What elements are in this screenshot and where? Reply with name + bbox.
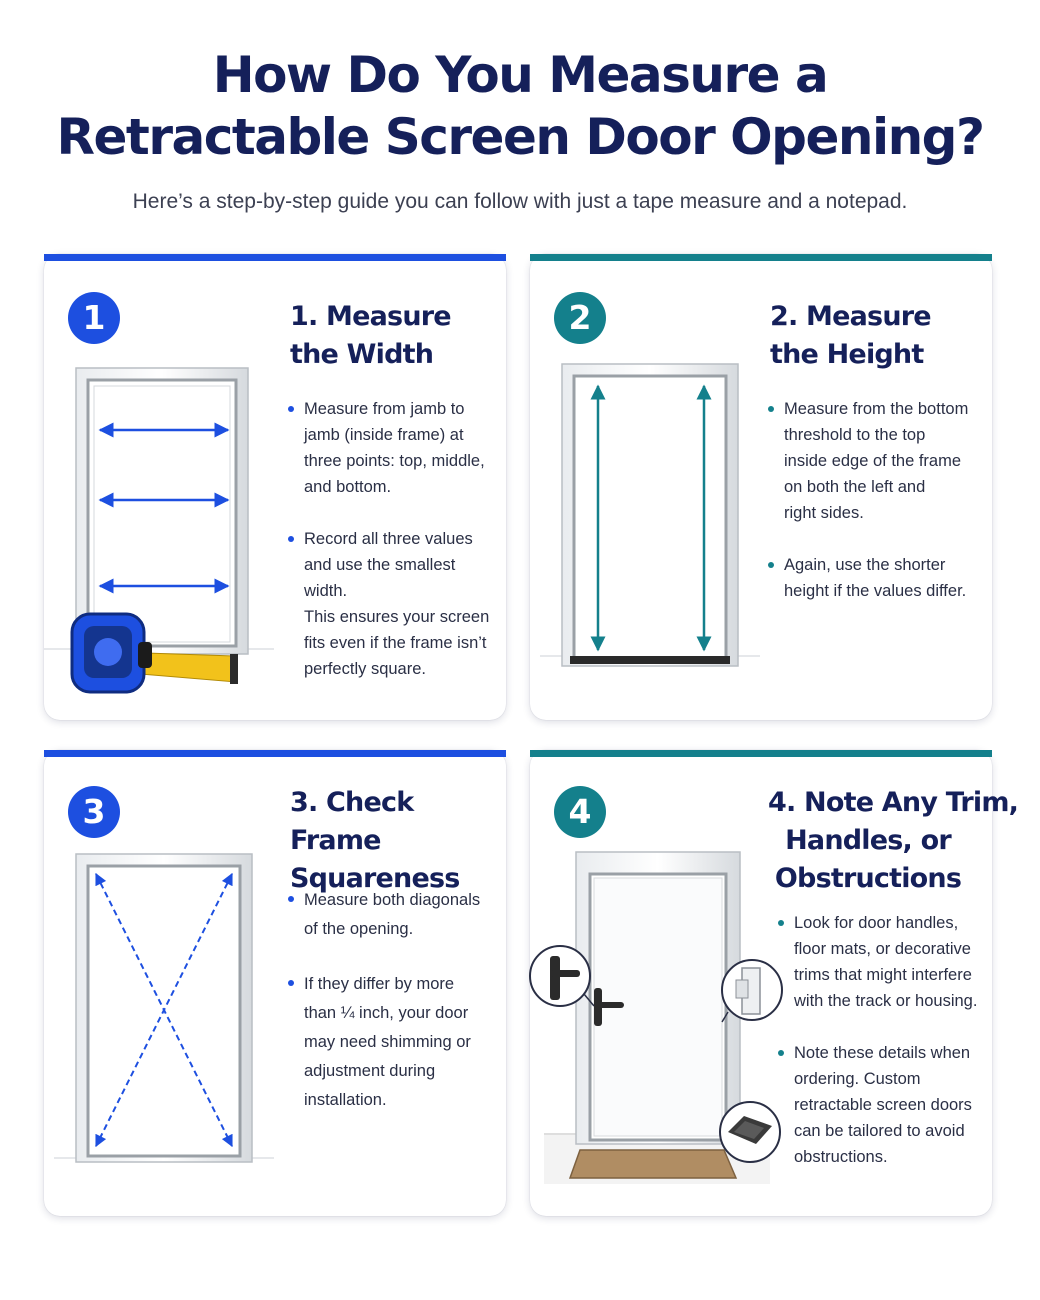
heading-line: Handles, or [785,825,951,856]
card-accent-bar [530,750,992,757]
title-line-1: How Do You Measure a [212,46,828,104]
card-accent-bar [530,254,992,261]
step-card-4 [530,750,1019,1216]
step-heading [290,784,506,898]
heading-line: 3. Check Frame [290,787,414,856]
door-obstructions-illustration [530,850,780,1190]
bullet-item: Note these details when ordering. Custom retractable screen doors can be tailored to avoid obstructions. [778,1040,988,1170]
step-bullets [288,396,503,708]
bullet-item: If they differ by more than ¼ inch, your door may need shimming or adjustment during installation. [288,970,503,1115]
card-accent-bar [44,254,506,261]
trim-callout-icon [722,960,782,1022]
heading-line: 2. Measure [770,301,931,332]
step-heading [770,298,931,374]
bullet-item: Look for door handles, floor mats, or decorative trims that might interfere with the track or housing. [778,910,988,1014]
bullet-item: Again, use the shorter height if the values differ. [768,552,988,604]
step-card-3 [44,750,506,1216]
bullet-item: Measure both diagonals of the opening. [288,886,503,944]
heading-line: 4. Note Any Trim, [768,787,1019,818]
heading-line: the Height [770,339,924,370]
step-heading [768,784,1019,898]
door-diagonal-illustration [44,852,284,1172]
step-card-1 [44,254,506,720]
door-height-illustration [530,362,770,682]
step-bullets [288,886,503,1141]
step-number-badge: 3 [68,786,120,838]
heading-line: the Width [290,339,434,370]
step-number-badge: 2 [554,292,606,344]
step-number-badge: 4 [554,786,606,838]
step-bullets [778,910,988,1196]
step-card-2 [530,254,992,720]
bullet-item: Measure from jamb to jamb (inside frame) at three points: top, middle, and bottom. [288,396,503,500]
floor-mat-callout-icon [720,1102,780,1162]
heading-line: 1. Measure [290,301,451,332]
heading-line: Squareness [290,863,460,894]
card-accent-bar [44,750,506,757]
bullet-item: Measure from the bottom threshold to the top inside edge of the frame on both the left and right sides. [768,396,988,526]
page-title [0,44,1040,168]
title-line-2: Retractable Screen Door Opening? [56,108,984,166]
step-heading [290,298,451,374]
heading-line: Obstructions [774,863,962,894]
step-bullets [768,396,988,630]
bullet-item: Record all three values and use the smallest width. This ensures your screen fits even if the frame isn’t perfectly square. [288,526,503,682]
page-subtitle: Here’s a step-by-step guide you can follow with just a tape measure and a notepad. [132,190,908,213]
step-number-badge: 1 [68,292,120,344]
door-width-illustration [44,364,284,704]
